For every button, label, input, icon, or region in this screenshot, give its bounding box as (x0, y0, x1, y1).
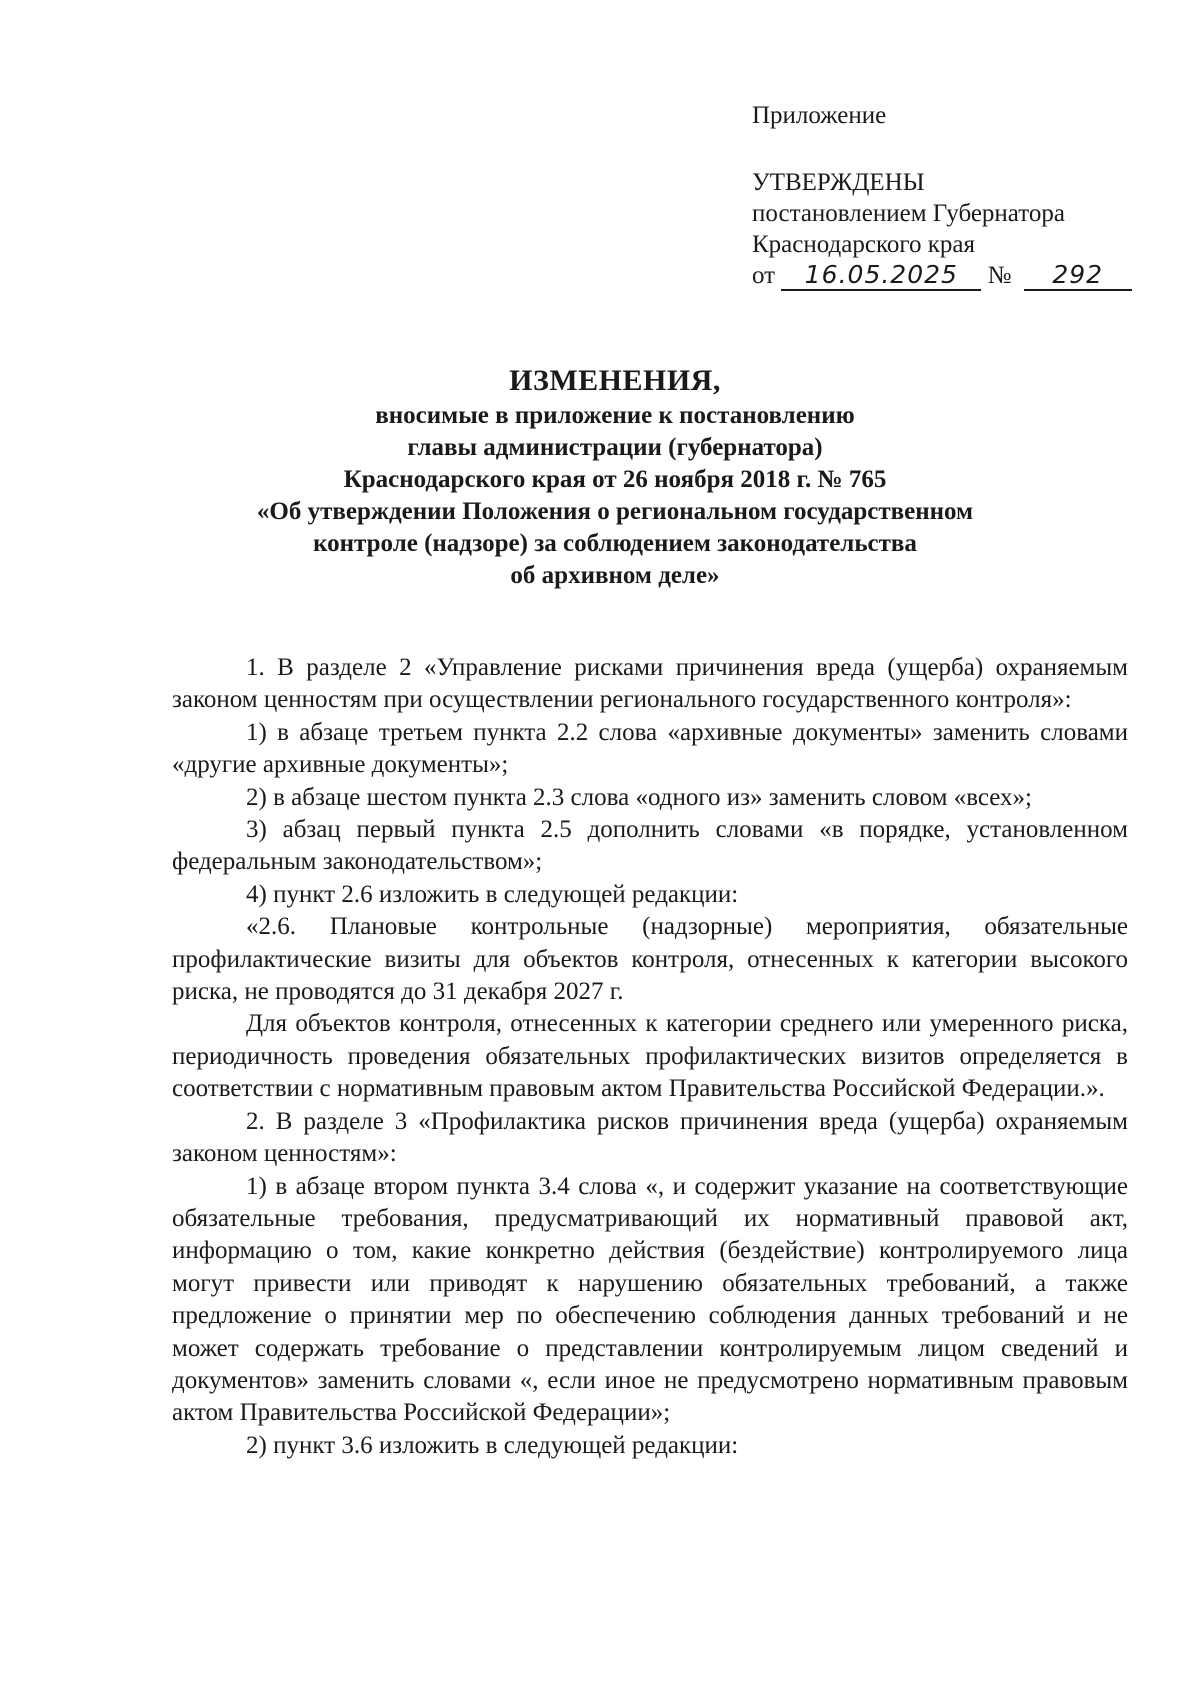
paragraph: 2) пункт 3.6 изложить в следующей редакции: (246, 1431, 739, 1459)
document-body (172, 652, 1128, 1462)
handwritten-number: 292 (1024, 261, 1132, 291)
paragraph: 1) в абзаце втором пункта 3.4 слова «, и содержит указание на соответствующие обязательные требования, предусматривающий их нормативный правовой акт, информацию о том, какие конкретно действия (бездействие) контролируемого лица могут привести или приводят к нарушению обязательных требований, а также предложение о принятии мер по обеспечению соблюдения данных требований и не может содержать требование о представлении контролируемым лицом сведений и документов» заменить словами «, если иное не предусмотрено нормативным правовым актом Правительства Российской Федерации»; (172, 1172, 1128, 1427)
heading-line: вносимые в приложение к постановлению (375, 402, 855, 429)
paragraph: «2.6. Плановые контрольные (надзорные) мероприятия, обязательные профилактические визиты для объектов контроля, отнесенных к категории высокого риска, не проводятся до 31 декабря 2027 г. (172, 913, 1128, 1006)
heading-line: «Об утверждении Положения о региональном государственном (256, 498, 974, 525)
heading-line: главы администрации (губернатора) (407, 434, 823, 461)
paragraph: 3) абзац первый пункта 2.5 дополнить словами «в порядке, установленном федеральным законодательством»; (172, 816, 1128, 876)
approval-line-2: Краснодарского края (752, 231, 975, 258)
paragraph: Для объектов контроля, отнесенных к категории среднего или умеренного риска, периодичность проведения обязательных профилактических визитов определяется в соответствии с нормативным правовым актом Правительства Российской Федерации.». (172, 1010, 1128, 1103)
paragraph: 1) в абзаце третьем пункта 2.2 слова «архивные документы» заменить словами «другие архивные документы»; (172, 718, 1128, 779)
approval-date-line (752, 260, 1172, 291)
paragraph: 1. В разделе 2 «Управление рисками причинения вреда (ущерба) охраняемым законом ценностям при осуществлении регионального государственного контроля»: (172, 654, 1128, 714)
handwritten-date: 16.05.2025 (781, 261, 981, 291)
heading-title: ИЗМЕНЕНИЯ, (509, 364, 721, 397)
paragraph: 2) в абзаце шестом пункта 2.3 слова «одного из» заменить словом «всех»; (246, 783, 1032, 811)
approval-line-1: постановлением Губернатора (752, 200, 1065, 227)
paragraph: 2. В разделе 3 «Профилактика рисков причинения вреда (ущерба) охраняемым законом ценностям»: (172, 1107, 1128, 1168)
number-prefix: № (987, 262, 1012, 289)
approved-label: УТВЕРЖДЕНЫ (752, 169, 925, 196)
appendix-label: Приложение (752, 102, 887, 129)
heading-line: контроле (надзоре) за соблюдением законодательства (313, 530, 917, 557)
approval-block (752, 100, 1172, 291)
paragraph: 4) пункт 2.6 изложить в следующей редакции: (246, 880, 739, 908)
document-heading (170, 362, 1060, 592)
heading-line: об архивном деле» (510, 562, 720, 589)
date-prefix: от (752, 262, 776, 289)
heading-line: Краснодарского края от 26 ноября 2018 г. № 765 (343, 466, 887, 493)
